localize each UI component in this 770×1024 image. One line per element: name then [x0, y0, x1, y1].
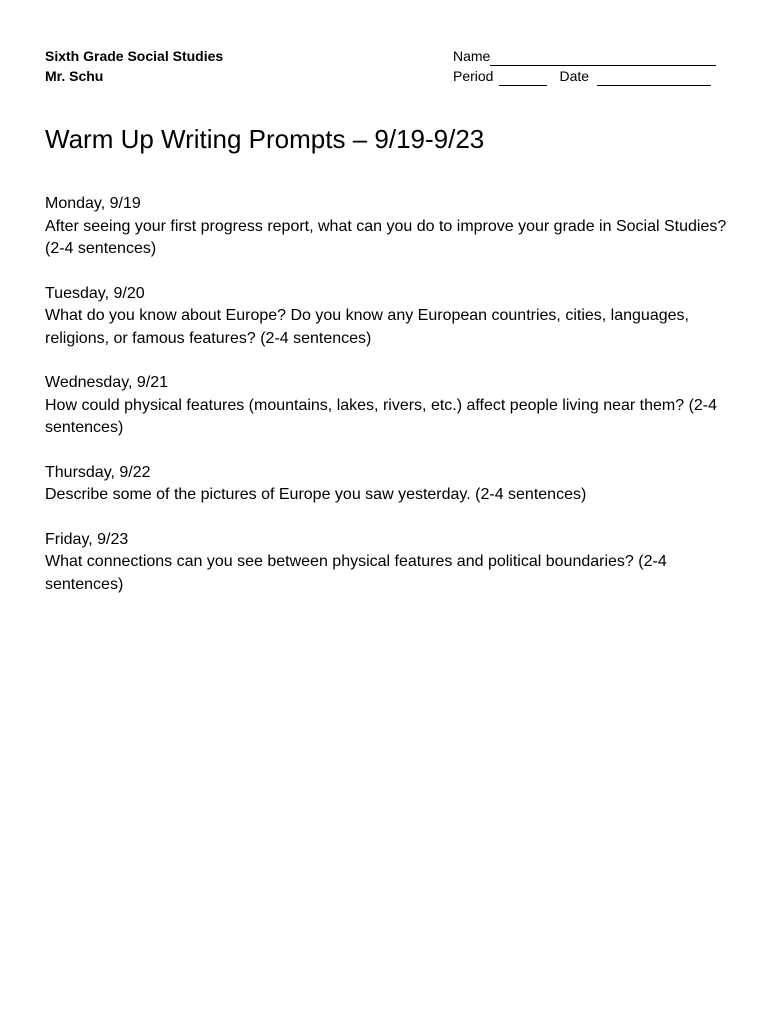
prompt-text: How could physical features (mountains, lakes, rivers, etc.) affect people living near them? (2-4 sentences) [45, 396, 718, 436]
name-label: Name [453, 48, 491, 64]
prompt-text: Describe some of the pictures of Europe you saw yesterday. (2-4 sentences) [45, 486, 587, 503]
prompt-text: What connections can you see between physical features and political boundaries? (2-4 sentences) [45, 553, 667, 593]
student-info-fields [453, 46, 723, 86]
name-blank-line [490, 50, 716, 66]
course-header [45, 46, 223, 86]
prompt-wednesday [45, 372, 727, 440]
prompt-day: Wednesday, 9/21 [45, 374, 169, 391]
period-blank-line [499, 70, 547, 86]
period-date-field-row [453, 66, 723, 86]
prompt-day: Thursday, 9/22 [45, 463, 151, 481]
prompt-text: After seeing your first progress report, what can you do to improve your grade in Social Studies? (2-4 sentences) [45, 217, 727, 257]
name-field-row [453, 46, 723, 66]
period-label: Period [453, 68, 494, 84]
teacher-name: Mr. Schu [45, 68, 104, 84]
prompt-day: Friday, 9/23 [45, 530, 129, 548]
prompt-tuesday [45, 283, 727, 351]
prompt-day: Tuesday, 9/20 [45, 284, 145, 302]
date-blank-line [597, 70, 711, 86]
date-label: Date [559, 68, 590, 84]
prompt-text: What do you know about Europe? Do you know any European countries, cities, languages, religions, or famous features? (2-4 sentences) [45, 307, 689, 347]
prompt-day: Monday, 9/19 [45, 195, 141, 212]
prompt-monday [45, 193, 727, 261]
prompt-list [45, 193, 727, 618]
page-title: Warm Up Writing Prompts – 9/19-9/23 [45, 124, 485, 154]
prompt-friday [45, 529, 727, 597]
course-name: Sixth Grade Social Studies [45, 48, 224, 64]
prompt-thursday [45, 462, 727, 507]
